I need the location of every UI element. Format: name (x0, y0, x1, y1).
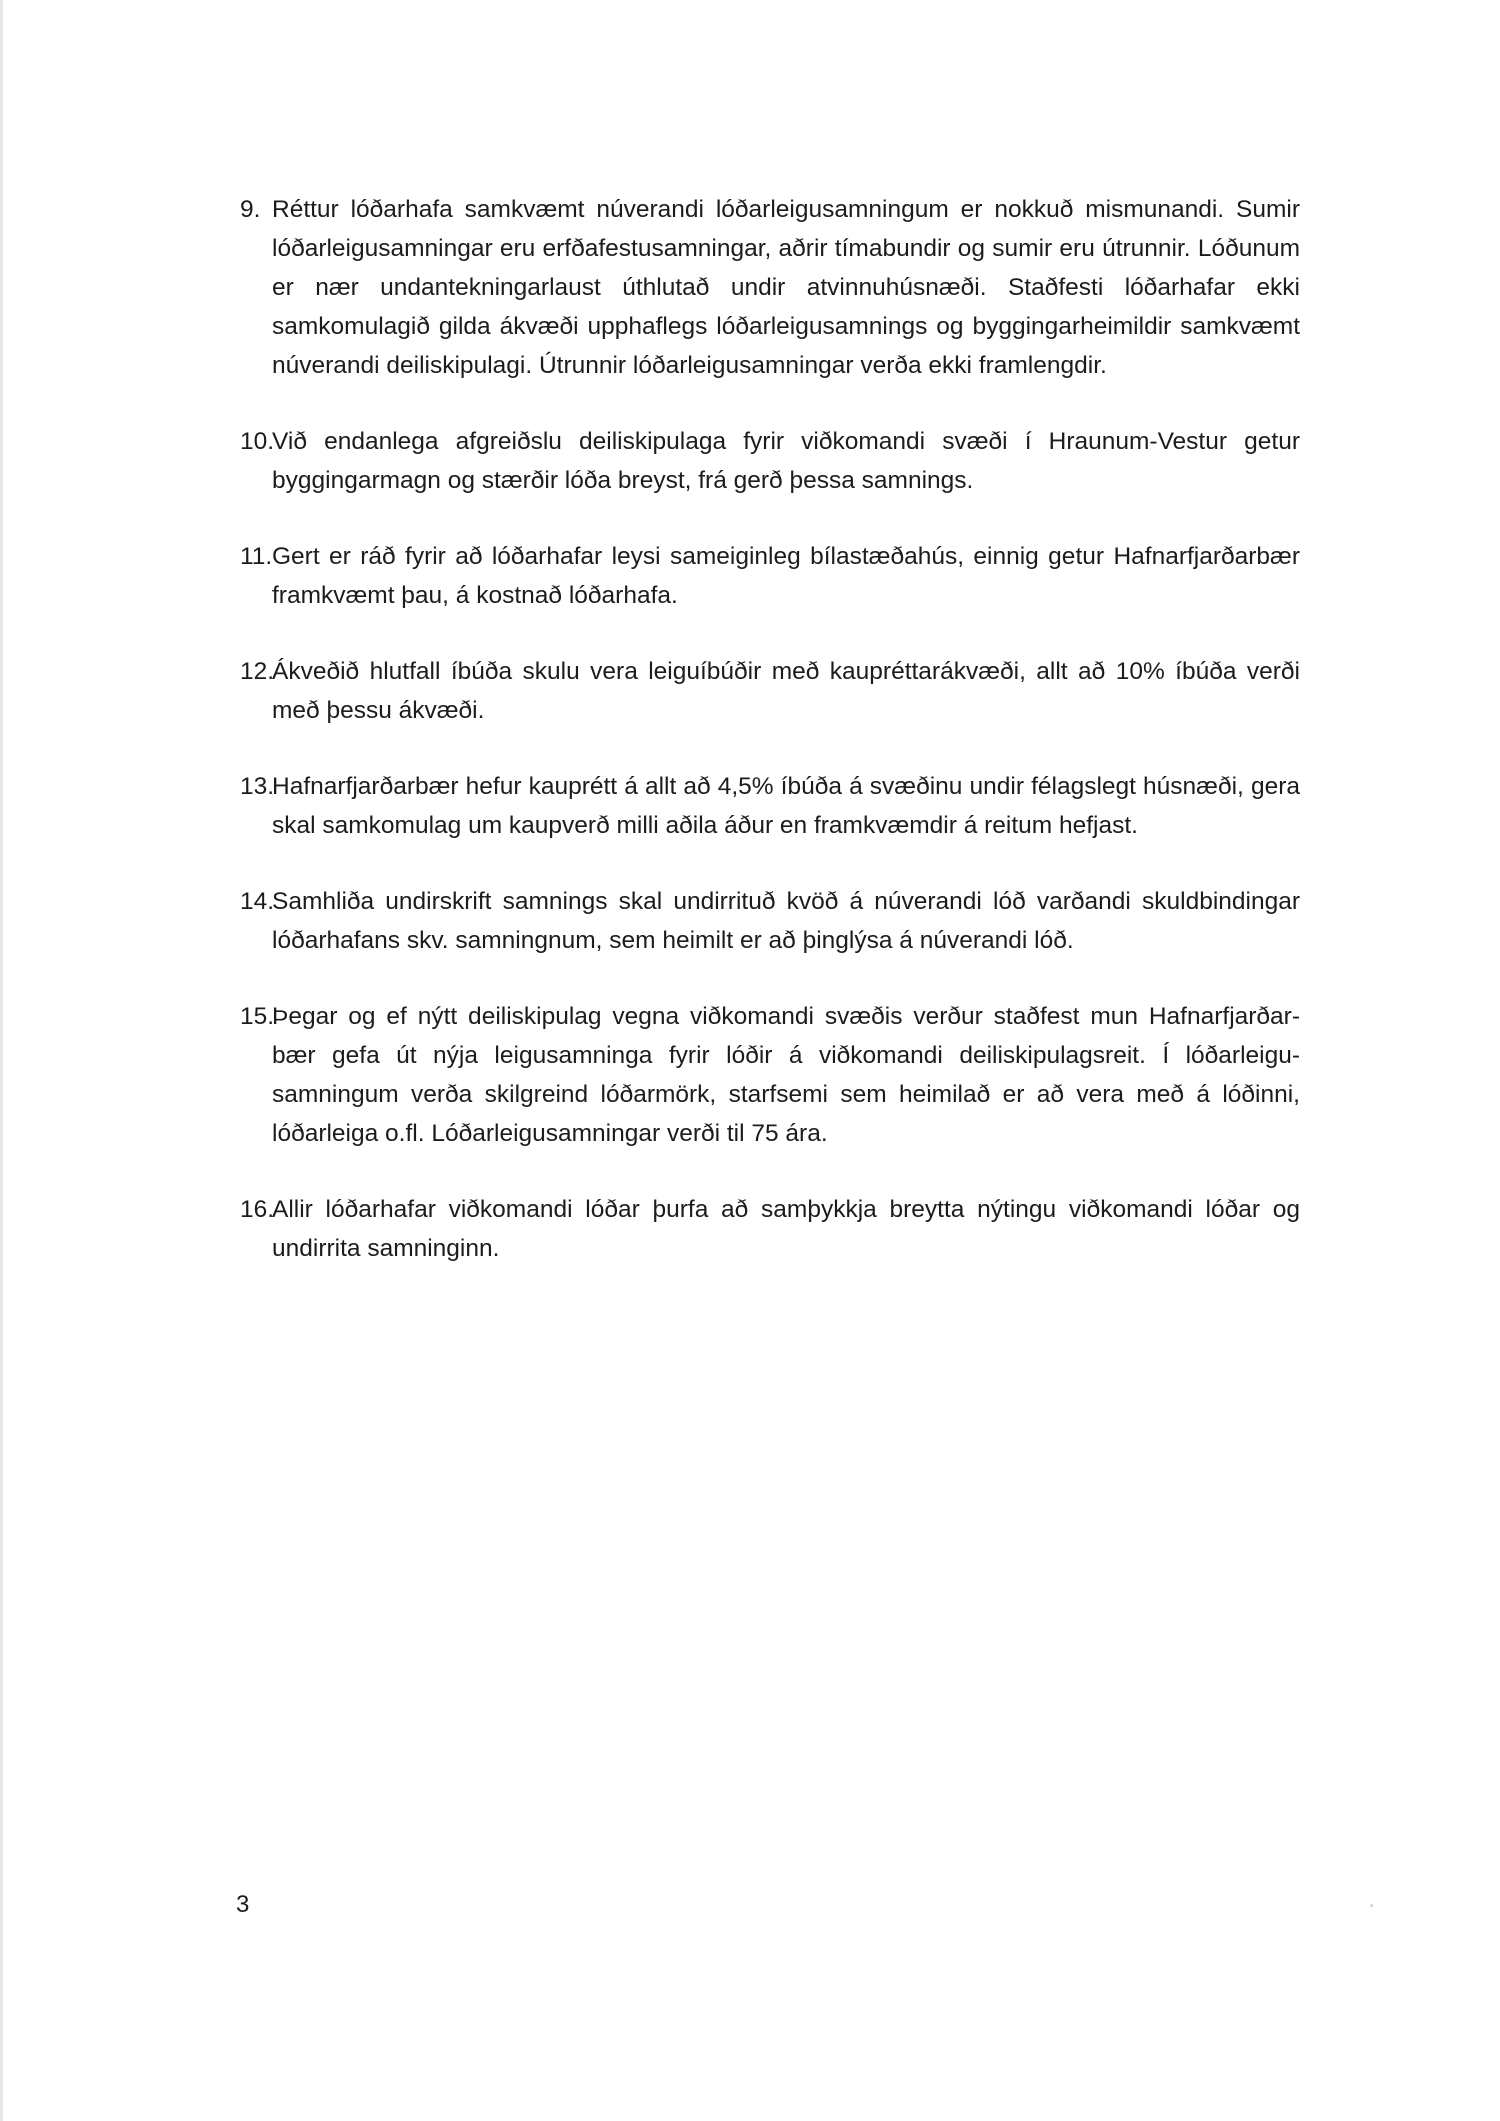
item-text: Ákveðið hlutfall íbúða skulu vera leiguíbúðir með kaupréttarákvæði, allt að 10% íbúða verði með þessu ákvæði. (272, 658, 1300, 724)
item-number: 15. (240, 1003, 275, 1030)
item-text: Réttur lóðarhafa samkvæmt núverandi lóðarleigusamningum er nokkuð mismunandi. Sumir lóðarleigusamningar eru erfðafestusamningar, aðrir tímabundir og sumir eru útrunnir. Lóðunum er nær undantekningarlaust úthlutað undir atvinnuhúsnæði. Staðfesti lóðarhafar ekki samkomulagið gilda ákvæði upphaflegs lóðarleigusamnings og byggingarheimildir samkvæmt núverandi deiliskipulagi. Útrunnir lóðarleigusamningar verða ekki framlengdir. (272, 196, 1301, 379)
item-number: 11. (240, 543, 273, 570)
list-item-12 (240, 652, 1300, 730)
numbered-list (240, 190, 1300, 1305)
list-item-9 (240, 190, 1300, 385)
scan-speck (1370, 1904, 1373, 1907)
item-number: 16. (240, 1196, 275, 1223)
item-text: Þegar og ef nýtt deiliskipulag vegna viðkomandi svæðis verður staðfest mun Hafnarfjarðar- bær gefa út nýja leigusamninga fyrir lóðir á viðkomandi deiliskipulagsreit. Í lóðarleigu- samningum verða skilgreind lóðarmörk, starfsemi sem heimilað er að vera með á lóðinni, lóðarleiga o.fl. Lóðarleigusamningar verði til 75 ára. (272, 1003, 1300, 1147)
scan-edge (0, 0, 3, 2121)
item-text: Samhliða undirskrift samnings skal undirrituð kvöð á núverandi lóð varðandi skuldbindingar lóðarhafans skv. samningnum, sem heimilt er að þinglýsa á núverandi lóð. (272, 888, 1300, 954)
list-item-16 (240, 1190, 1300, 1268)
item-text: Hafnarfjarðarbær hefur kauprétt á allt að 4,5% íbúða á svæðinu undir félagslegt húsnæði, gera skal samkomulag um kaupverð milli aðila áður en framkvæmdir á reitum hefjast. (272, 773, 1300, 839)
list-item-15 (240, 997, 1300, 1153)
list-item-13 (240, 767, 1300, 845)
list-item-14 (240, 882, 1300, 960)
item-number: 9. (240, 196, 261, 223)
item-text: Gert er ráð fyrir að lóðarhafar leysi sameiginleg bílastæðahús, einnig getur Hafnarfjarðarbær framkvæmt þau, á kostnað lóðarhafa. (272, 543, 1300, 609)
list-item-10 (240, 422, 1300, 500)
item-number: 12. (240, 658, 275, 685)
list-item-11 (240, 537, 1300, 615)
item-text: Við endanlega afgreiðslu deiliskipulaga fyrir viðkomandi svæði í Hraunum-Vestur getur byggingarmagn og stærðir lóða breyst, frá gerð þessa samnings. (272, 428, 1300, 494)
item-number: 14. (240, 888, 275, 915)
item-number: 10. (240, 428, 275, 455)
item-number: 13. (240, 773, 275, 800)
item-text: Allir lóðarhafar viðkomandi lóðar þurfa að samþykkja breytta nýtingu viðkomandi lóðar og undirrita samninginn. (272, 1196, 1300, 1262)
page-number: 3 (236, 1891, 250, 1918)
